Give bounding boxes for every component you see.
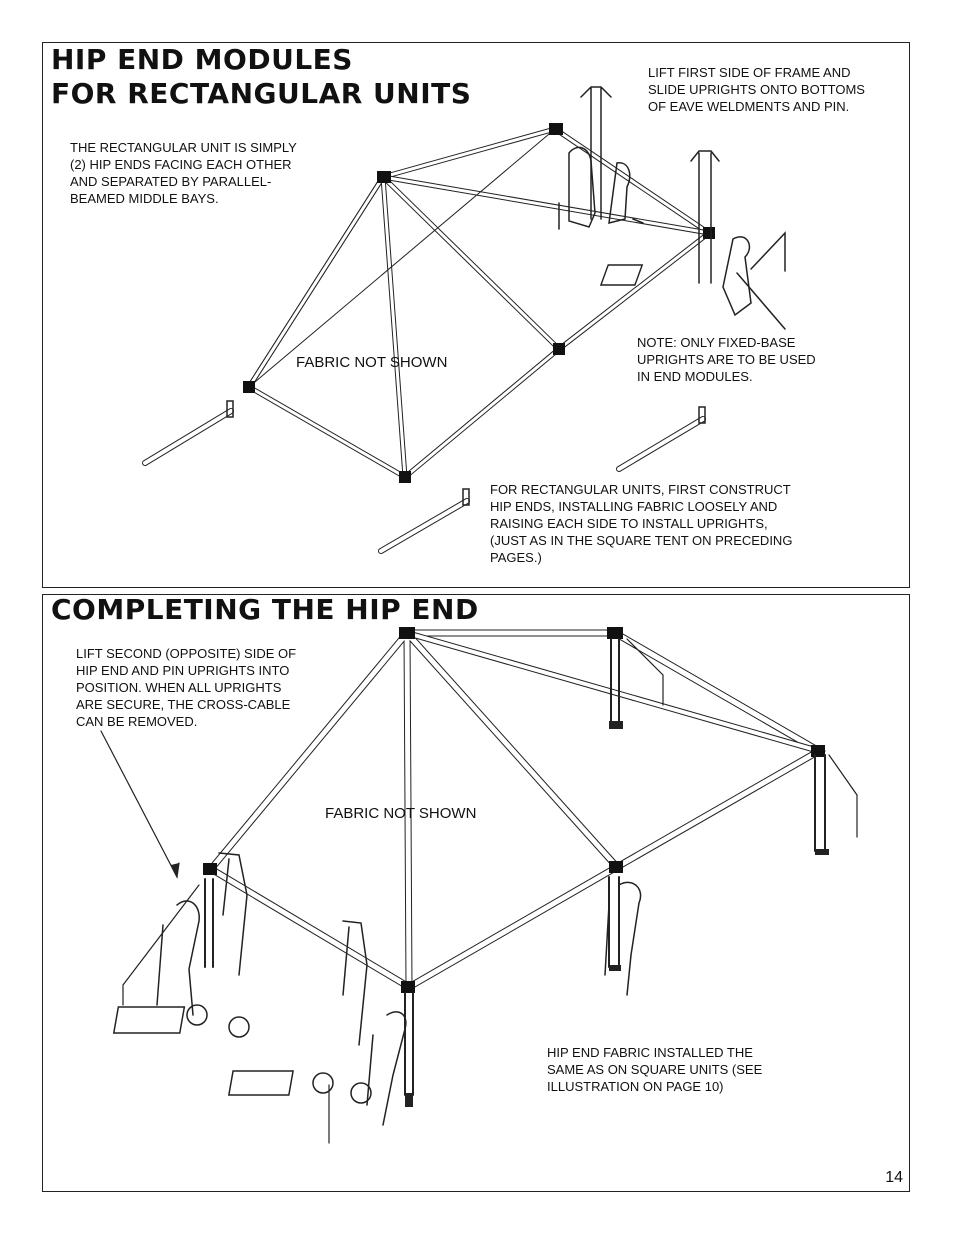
construct-hip-ends-note: FOR RECTANGULAR UNITS, FIRST CONSTRUCT HIP ENDS, INSTALLING FABRIC LOOSELY AND RAISING EACH SIDE TO INSTALL UPRIGHTS, (JUST AS IN THE SQUARE TENT ON PRECEDING PAGES.) xyxy=(490,482,793,565)
fixed-base-note: NOTE: ONLY FIXED-BASE UPRIGHTS ARE TO BE USED IN END MODULES. xyxy=(637,335,816,384)
lift-second-side-note: LIFT SECOND (OPPOSITE) SIDE OF HIP END AND PIN UPRIGHTS INTO POSITION. WHEN ALL UPRIGHTS ARE SECURE, THE CROSS-CABLE CAN BE REMOVED. xyxy=(76,646,297,729)
lift-first-side-note: LIFT FIRST SIDE OF FRAME AND SLIDE UPRIGHTS ONTO BOTTOMS OF EAVE WELDMENTS AND PIN. xyxy=(648,65,865,114)
hip-end-modules-panel xyxy=(42,42,910,588)
fabric-not-shown-label: FABRIC NOT SHOWN xyxy=(325,805,477,822)
completing-hip-end-panel xyxy=(42,594,910,1192)
rectangular-unit-note: THE RECTANGULAR UNIT IS SIMPLY (2) HIP ENDS FACING EACH OTHER AND SEPARATED BY PARALLEL- BEAMED MIDDLE BAYS. xyxy=(70,140,297,206)
page-number: 14 xyxy=(885,1169,903,1186)
section-title-line1: HIP END MODULES xyxy=(51,43,353,76)
section-title: COMPLETING THE HIP END xyxy=(51,593,479,626)
hip-end-fabric-note: HIP END FABRIC INSTALLED THE SAME AS ON SQUARE UNITS (SEE ILLUSTRATION ON PAGE 10) xyxy=(547,1045,763,1094)
section-title-line2: FOR RECTANGULAR UNITS xyxy=(51,77,472,110)
fabric-not-shown-label: FABRIC NOT SHOWN xyxy=(296,354,448,371)
